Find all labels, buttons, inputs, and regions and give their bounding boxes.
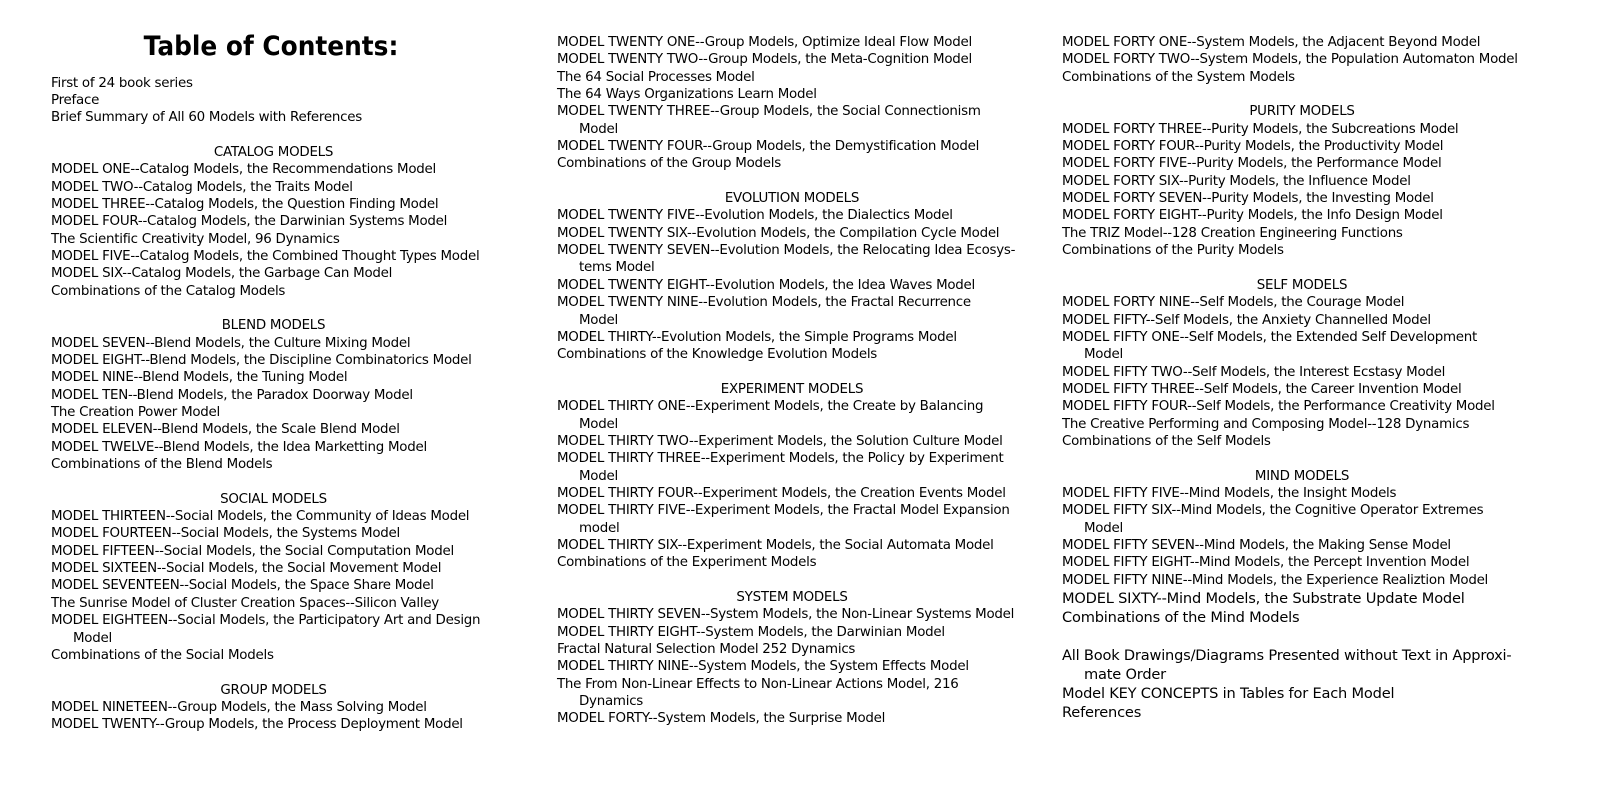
toc-entry[interactable]: MODEL THIRTY THREE--Experiment Models, the Policy by Experiment (557, 451, 1004, 467)
toc-entry-continuation[interactable]: Model (579, 312, 618, 328)
toc-entry[interactable]: MODEL FORTY THREE--Purity Models, the Subcreations Model (1062, 121, 1459, 137)
toc-entry[interactable]: MODEL ELEVEN--Blend Models, the Scale Blend Model (51, 422, 400, 438)
toc-entry[interactable]: MODEL FIFTY EIGHT--Mind Models, the Percept Invention Model (1062, 555, 1470, 571)
toc-entry[interactable]: MODEL FIFTY--Self Models, the Anxiety Channelled Model (1062, 312, 1431, 328)
toc-entry[interactable]: MODEL FIFTY FOUR--Self Models, the Performance Creativity Model (1062, 399, 1495, 415)
toc-entry[interactable]: Combinations of the Blend Models (51, 457, 273, 473)
toc-entry[interactable]: The Creative Performing and Composing Model--128 Dynamics (1062, 416, 1470, 432)
toc-entry-continuation[interactable]: Model (579, 121, 618, 137)
spacer (1062, 259, 1542, 276)
toc-entry[interactable]: First of 24 book series (51, 75, 193, 91)
toc-entry[interactable]: MODEL THIRTY SIX--Experiment Models, the Social Automata Model (557, 537, 994, 553)
toc-entry[interactable]: The Sunrise Model of Cluster Creation Spaces--Silicon Valley (51, 595, 439, 611)
toc-entry-continuation[interactable]: Model (1084, 520, 1123, 536)
toc-entry[interactable]: MODEL FORTY SEVEN--Purity Models, the Investing Model (1062, 191, 1434, 207)
toc-entry[interactable]: MODEL TWO--Catalog Models, the Traits Model (51, 179, 353, 195)
toc-entry[interactable]: References (1062, 704, 1142, 721)
toc-entry[interactable]: MODEL TWENTY THREE--Group Models, the Social Connectionism (557, 104, 981, 120)
toc-entry[interactable]: MODEL THIRTY NINE--System Models, the System Effects Model (557, 659, 969, 675)
section-heading-experiment: EXPERIMENT MODELS (720, 381, 864, 397)
toc-entry-continuation[interactable]: Model (73, 630, 112, 646)
toc-entry[interactable]: MODEL THIRTY SEVEN--System Models, the Non-Linear Systems Model (557, 607, 1015, 623)
toc-entry[interactable]: MODEL SIXTY--Mind Models, the Substrate Update Model (1062, 590, 1465, 607)
toc-column-2 (557, 34, 1027, 728)
toc-entry[interactable]: MODEL TWENTY NINE--Evolution Models, the Fractal Recurrence (557, 295, 971, 311)
toc-entry[interactable]: The TRIZ Model--128 Creation Engineering Functions (1062, 225, 1403, 241)
toc-entry[interactable]: Combinations of the Self Models (1062, 433, 1271, 449)
toc-entry[interactable]: MODEL FORTY FIVE--Purity Models, the Performance Model (1062, 156, 1442, 172)
toc-entry[interactable]: MODEL FORTY NINE--Self Models, the Courage Model (1062, 295, 1405, 311)
toc-entry[interactable]: The 64 Social Processes Model (557, 69, 755, 85)
toc-entry[interactable]: MODEL FORTY--System Models, the Surprise Model (557, 711, 886, 727)
toc-entry[interactable]: MODEL TWENTY SIX--Evolution Models, the Compilation Cycle Model (557, 225, 1000, 241)
toc-entry[interactable]: MODEL FIFTY SIX--Mind Models, the Cognitive Operator Extremes (1062, 503, 1484, 519)
spacer (1062, 450, 1542, 467)
toc-entry[interactable]: MODEL FIVE--Catalog Models, the Combined Thought Types Model (51, 248, 480, 264)
section-heading-social: SOCIAL MODELS (220, 491, 327, 507)
section-heading-system: SYSTEM MODELS (736, 590, 848, 605)
toc-entry[interactable]: MODEL FORTY FOUR--Purity Models, the Productivity Model (1062, 139, 1444, 155)
section-heading-group: GROUP MODELS (220, 682, 327, 698)
toc-entry[interactable]: Preface (51, 92, 100, 108)
toc-entry[interactable]: MODEL NINE--Blend Models, the Tuning Model (51, 370, 348, 386)
toc-entry[interactable]: MODEL THREE--Catalog Models, the Question Finding Model (51, 196, 439, 212)
section-heading-blend: BLEND MODELS (221, 318, 326, 334)
toc-entry[interactable]: Combinations of the Catalog Models (51, 283, 286, 299)
spacer (557, 173, 1027, 190)
section-heading-catalog: CATALOG MODELS (213, 144, 334, 160)
section-heading-purity: PURITY MODELS (1249, 104, 1355, 120)
toc-entry[interactable]: The 64 Ways Organizations Learn Model (557, 87, 817, 103)
spacer (1062, 86, 1542, 103)
toc-entry[interactable]: MODEL FORTY ONE--System Models, the Adjacent Beyond Model (1062, 35, 1481, 50)
toc-entry[interactable]: MODEL FIFTY ONE--Self Models, the Extended Self Development (1062, 329, 1478, 345)
toc-entry[interactable]: Combinations of the Mind Models (1062, 609, 1300, 626)
toc-entry-continuation[interactable]: Model (579, 416, 618, 432)
toc-entry[interactable]: MODEL TWENTY EIGHT--Evolution Models, the Idea Waves Model (557, 277, 976, 293)
section-heading-mind: MIND MODELS (1254, 468, 1350, 484)
toc-entry[interactable]: Combinations of the Purity Models (1062, 243, 1284, 259)
toc-entry[interactable]: Brief Summary of All 60 Models with References (51, 110, 362, 126)
toc-entry[interactable]: Combinations of the Social Models (51, 647, 274, 663)
toc-entry[interactable]: MODEL THIRTEEN--Social Models, the Community of Ideas Model (51, 509, 470, 525)
toc-entry[interactable]: MODEL FIFTY SEVEN--Mind Models, the Making Sense Model (1062, 537, 1451, 553)
toc-entry-continuation[interactable]: Model (579, 468, 618, 484)
toc-entry[interactable]: Combinations of the Experiment Models (557, 555, 817, 571)
toc-entry[interactable]: Combinations of the System Models (1062, 69, 1295, 85)
toc-entry[interactable]: MODEL FIFTEEN--Social Models, the Social Computation Model (51, 543, 454, 559)
spacer (557, 364, 1027, 381)
toc-entry[interactable]: MODEL TWENTY--Group Models, the Process Deployment Model (51, 717, 463, 733)
toc-entry[interactable]: MODEL NINETEEN--Group Models, the Mass Solving Model (51, 699, 427, 715)
spacer (51, 300, 496, 317)
spacer (557, 572, 1027, 589)
toc-entry-continuation[interactable]: tems Model (579, 260, 655, 276)
toc-entry[interactable]: MODEL SIX--Catalog Models, the Garbage Can Model (51, 266, 393, 282)
toc-entry[interactable]: MODEL EIGHT--Blend Models, the Discipline Combinatorics Model (51, 353, 472, 368)
toc-entry[interactable]: Combinations of the Group Models (557, 156, 781, 172)
toc-entry[interactable]: MODEL TWENTY ONE--Group Models, Optimize Ideal Flow Model (557, 35, 972, 50)
toc-entry-continuation[interactable]: Dynamics (579, 694, 644, 710)
page-title: Table of Contents: (143, 31, 399, 62)
toc-entry[interactable]: MODEL THIRTY FIVE--Experiment Models, the Fractal Model Expansion (557, 503, 1010, 519)
section-heading-evolution: EVOLUTION MODELS (724, 191, 860, 207)
toc-entry[interactable]: The Creation Power Model (51, 405, 221, 421)
toc-entry[interactable]: MODEL FORTY EIGHT--Purity Models, the Info Design Model (1062, 208, 1443, 224)
toc-entry[interactable]: MODEL FORTY TWO--System Models, the Population Automaton Model (1062, 52, 1518, 68)
toc-entry[interactable]: MODEL THIRTY ONE--Experiment Models, the Create by Balancing (557, 399, 984, 415)
spacer (51, 127, 496, 144)
toc-entry[interactable]: MODEL THIRTY EIGHT--System Models, the Darwinian Model (557, 624, 945, 640)
toc-entry[interactable]: MODEL TWENTY TWO--Group Models, the Meta-Cognition Model (557, 52, 972, 68)
toc-entry[interactable]: MODEL TWENTY FOUR--Group Models, the Demystification Model (557, 139, 980, 155)
toc-entry[interactable]: MODEL THIRTY--Evolution Models, the Simple Programs Model (557, 329, 957, 345)
spacer (1062, 627, 1542, 646)
toc-entry[interactable]: The Scientific Creativity Model, 96 Dynamics (51, 231, 340, 247)
toc-entry[interactable]: MODEL TWENTY SEVEN--Evolution Models, the Relocating Idea Ecosys- (557, 243, 1016, 259)
spacer (51, 473, 496, 490)
toc-entry[interactable]: MODEL FORTY SIX--Purity Models, the Influence Model (1062, 173, 1411, 189)
section-heading-self: SELF MODELS (1256, 277, 1348, 293)
toc-entry-continuation[interactable]: mate Order (1084, 666, 1166, 683)
toc-entry[interactable]: MODEL FIFTY NINE--Mind Models, the Experience Realiztion Model (1062, 572, 1489, 588)
toc-entry[interactable]: MODEL FIFTY THREE--Self Models, the Career Invention Model (1062, 381, 1462, 397)
toc-entry[interactable]: Fractal Natural Selection Model 252 Dynamics (557, 642, 856, 658)
toc-entry[interactable]: The From Non-Linear Effects to Non-Linear Actions Model, 216 (557, 676, 959, 692)
toc-entry[interactable]: MODEL SIXTEEN--Social Models, the Social Movement Model (51, 561, 442, 577)
toc-column-1 (51, 75, 496, 734)
spacer (51, 664, 496, 681)
toc-entry[interactable]: MODEL FIFTY FIVE--Mind Models, the Insight Models (1062, 485, 1397, 501)
toc-entry[interactable]: MODEL THIRTY TWO--Experiment Models, the Solution Culture Model (557, 433, 1003, 449)
toc-entry[interactable]: Combinations of the Knowledge Evolution Models (557, 347, 878, 363)
toc-entry[interactable]: MODEL SEVEN--Blend Models, the Culture Mixing Model (51, 335, 411, 351)
toc-entry[interactable]: All Book Drawings/Diagrams Presented without Text in Approxi- (1062, 647, 1512, 664)
toc-entry[interactable]: MODEL TWELVE--Blend Models, the Idea Marketting Model (51, 439, 427, 455)
toc-entry[interactable]: MODEL SEVENTEEN--Social Models, the Space Share Model (51, 578, 434, 594)
toc-entry-continuation[interactable]: Model (1084, 347, 1123, 363)
toc-entry[interactable]: MODEL FIFTY TWO--Self Models, the Interest Ecstasy Model (1062, 364, 1446, 380)
toc-column-3 (1062, 34, 1542, 722)
toc-entry[interactable]: MODEL EIGHTEEN--Social Models, the Participatory Art and Design (51, 613, 481, 629)
toc-entry[interactable]: MODEL TWENTY FIVE--Evolution Models, the Dialectics Model (557, 208, 953, 224)
toc-entry[interactable]: MODEL FOURTEEN--Social Models, the Systems Model (51, 526, 400, 542)
toc-entry[interactable]: MODEL FOUR--Catalog Models, the Darwinian Systems Model (51, 214, 448, 230)
toc-entry[interactable]: MODEL TEN--Blend Models, the Paradox Doorway Model (51, 387, 413, 403)
toc-entry[interactable]: MODEL THIRTY FOUR--Experiment Models, the Creation Events Model (557, 485, 1006, 501)
toc-entry[interactable]: MODEL ONE--Catalog Models, the Recommendations Model (51, 162, 436, 178)
toc-entry[interactable]: Model KEY CONCEPTS in Tables for Each Model (1062, 685, 1395, 702)
toc-entry-continuation[interactable]: model (579, 520, 620, 536)
